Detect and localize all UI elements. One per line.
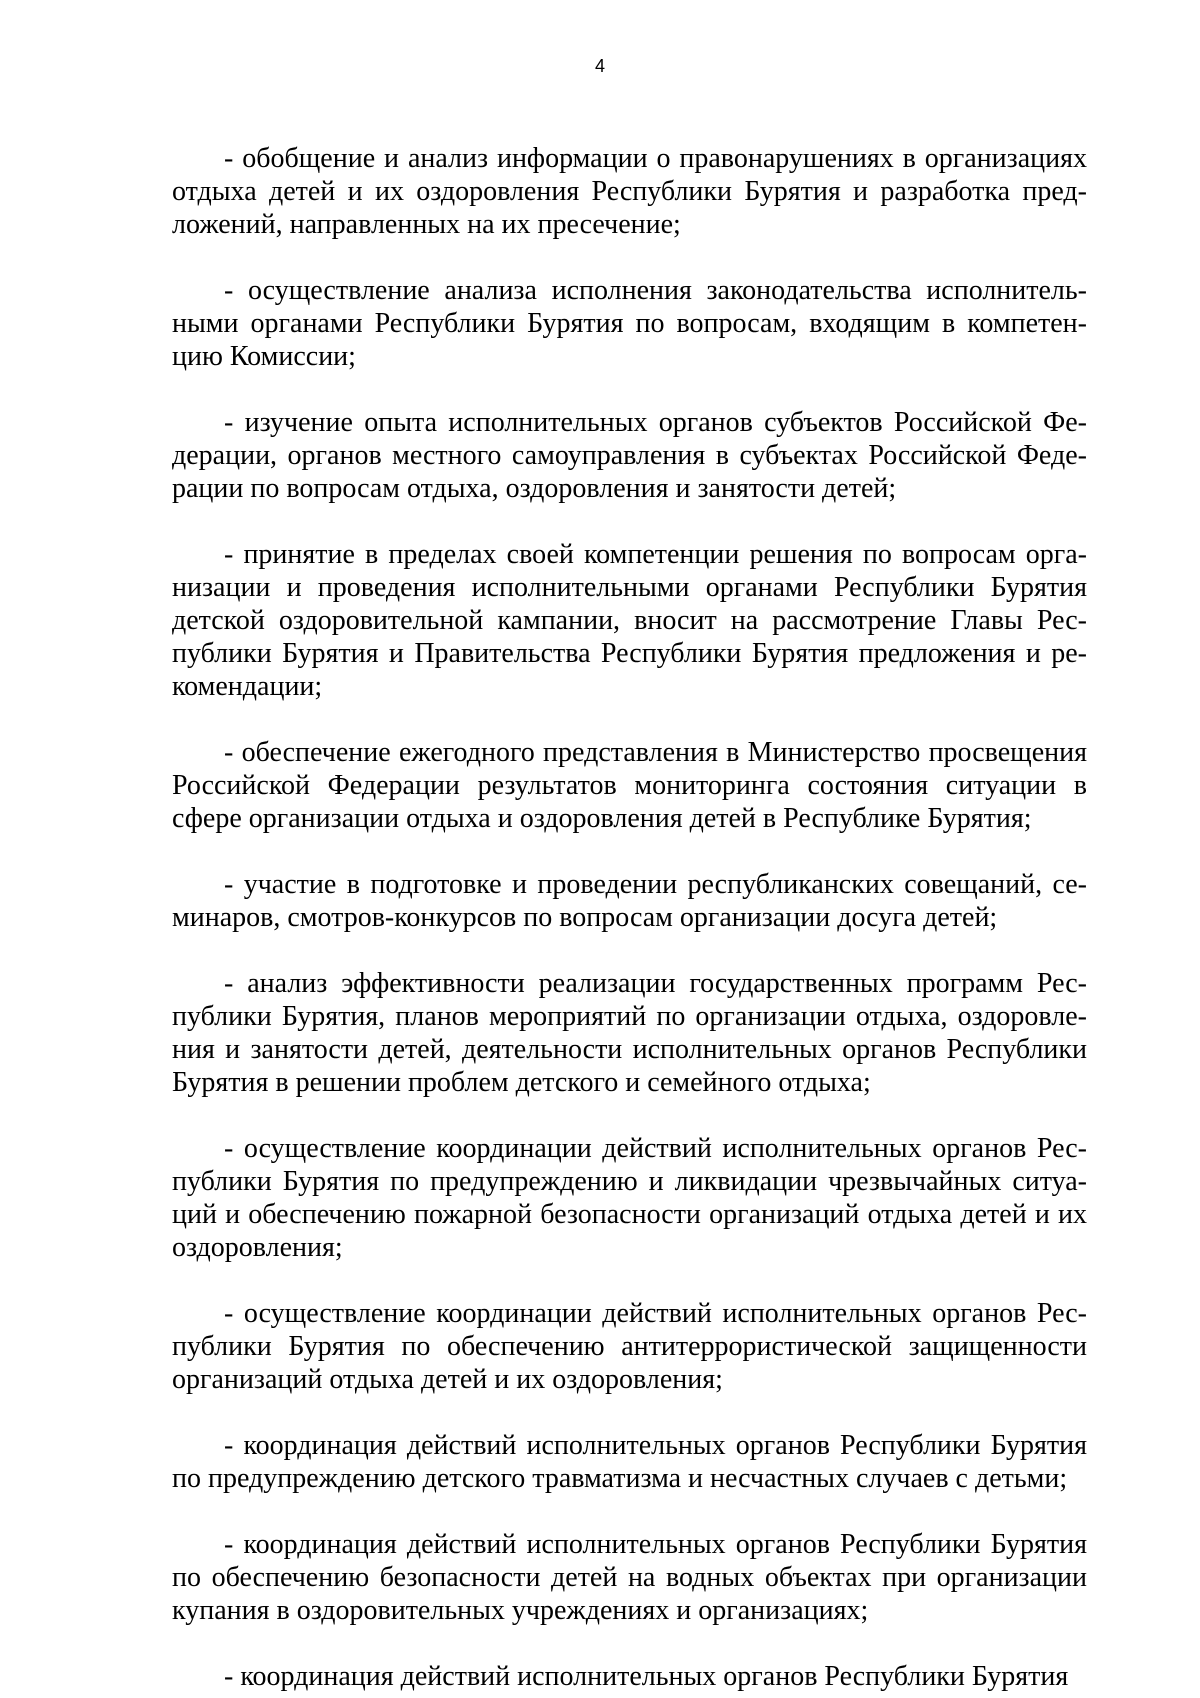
paragraph: - участие в подготовке и проведении республиканских совещаний, семинаров, смотров-конкурсов по вопросам организации досуга детей; [172,869,1087,933]
paragraph: - осуществление координации действий исполнительных органов Республики Бурятия по обеспечению антитеррористической защищенности организаций отдыха детей и их оздоровления; [172,1298,1087,1395]
paragraph: - обобщение и анализ информации о правонарушениях в организациях отдыха детей и их оздоровления Республики Бурятия и разработка предложений, направленных на их пресечение; [172,143,1087,240]
paragraph: - координация действий исполнительных органов Республики Бурятия [224,1661,1069,1692]
paragraph: - изучение опыта исполнительных органов субъектов Российской Федерации, органов местного самоуправления в субъектах Российской Федерации по вопросам отдыха, оздоровления и занятости детей; [172,407,1087,504]
paragraph: - координация действий исполнительных органов Республики Бурятия по предупреждению детского травматизма и несчастных случаев с детьми; [172,1430,1087,1494]
page-number: 4 [594,56,605,76]
paragraph: - принятие в пределах своей компетенции решения по вопросам организации и проведения исполнительными органами Республики Бурятия детской оздоровительной кампании, вносит на рассмотрение Главы Республики Бурятия и Правительства Республики Бурятия предложения и рекомендации; [172,539,1087,702]
paragraph: - анализ эффективности реализации государственных программ Республики Бурятия, планов мероприятий по организации отдыха, оздоровления и занятости детей, деятельности исполнительных органов Республики Бурятия в решении проблем детского и семейного отдыха; [172,968,1087,1098]
paragraph: - обеспечение ежегодного представления в Министерство просвещения Российской Федерации результатов мониторинга состояния ситуации в сфере организации отдыха и оздоровления детей в Республике Бурятия; [172,737,1087,834]
paragraph: - координация действий исполнительных органов Республики Бурятия по обеспечению безопасности детей на водных объектах при организации купания в оздоровительных учреждениях и организациях; [172,1529,1087,1626]
document-body [172,142,1087,1693]
paragraph: - осуществление анализа исполнения законодательства исполнительными органами Республики Бурятия по вопросам, входящим в компетенцию Комиссии; [172,275,1087,372]
paragraph: - осуществление координации действий исполнительных органов Республики Бурятия по предупреждению и ликвидации чрезвычайных ситуаций и обеспечению пожарной безопасности организаций отдыха детей и их оздоровления; [172,1133,1087,1263]
